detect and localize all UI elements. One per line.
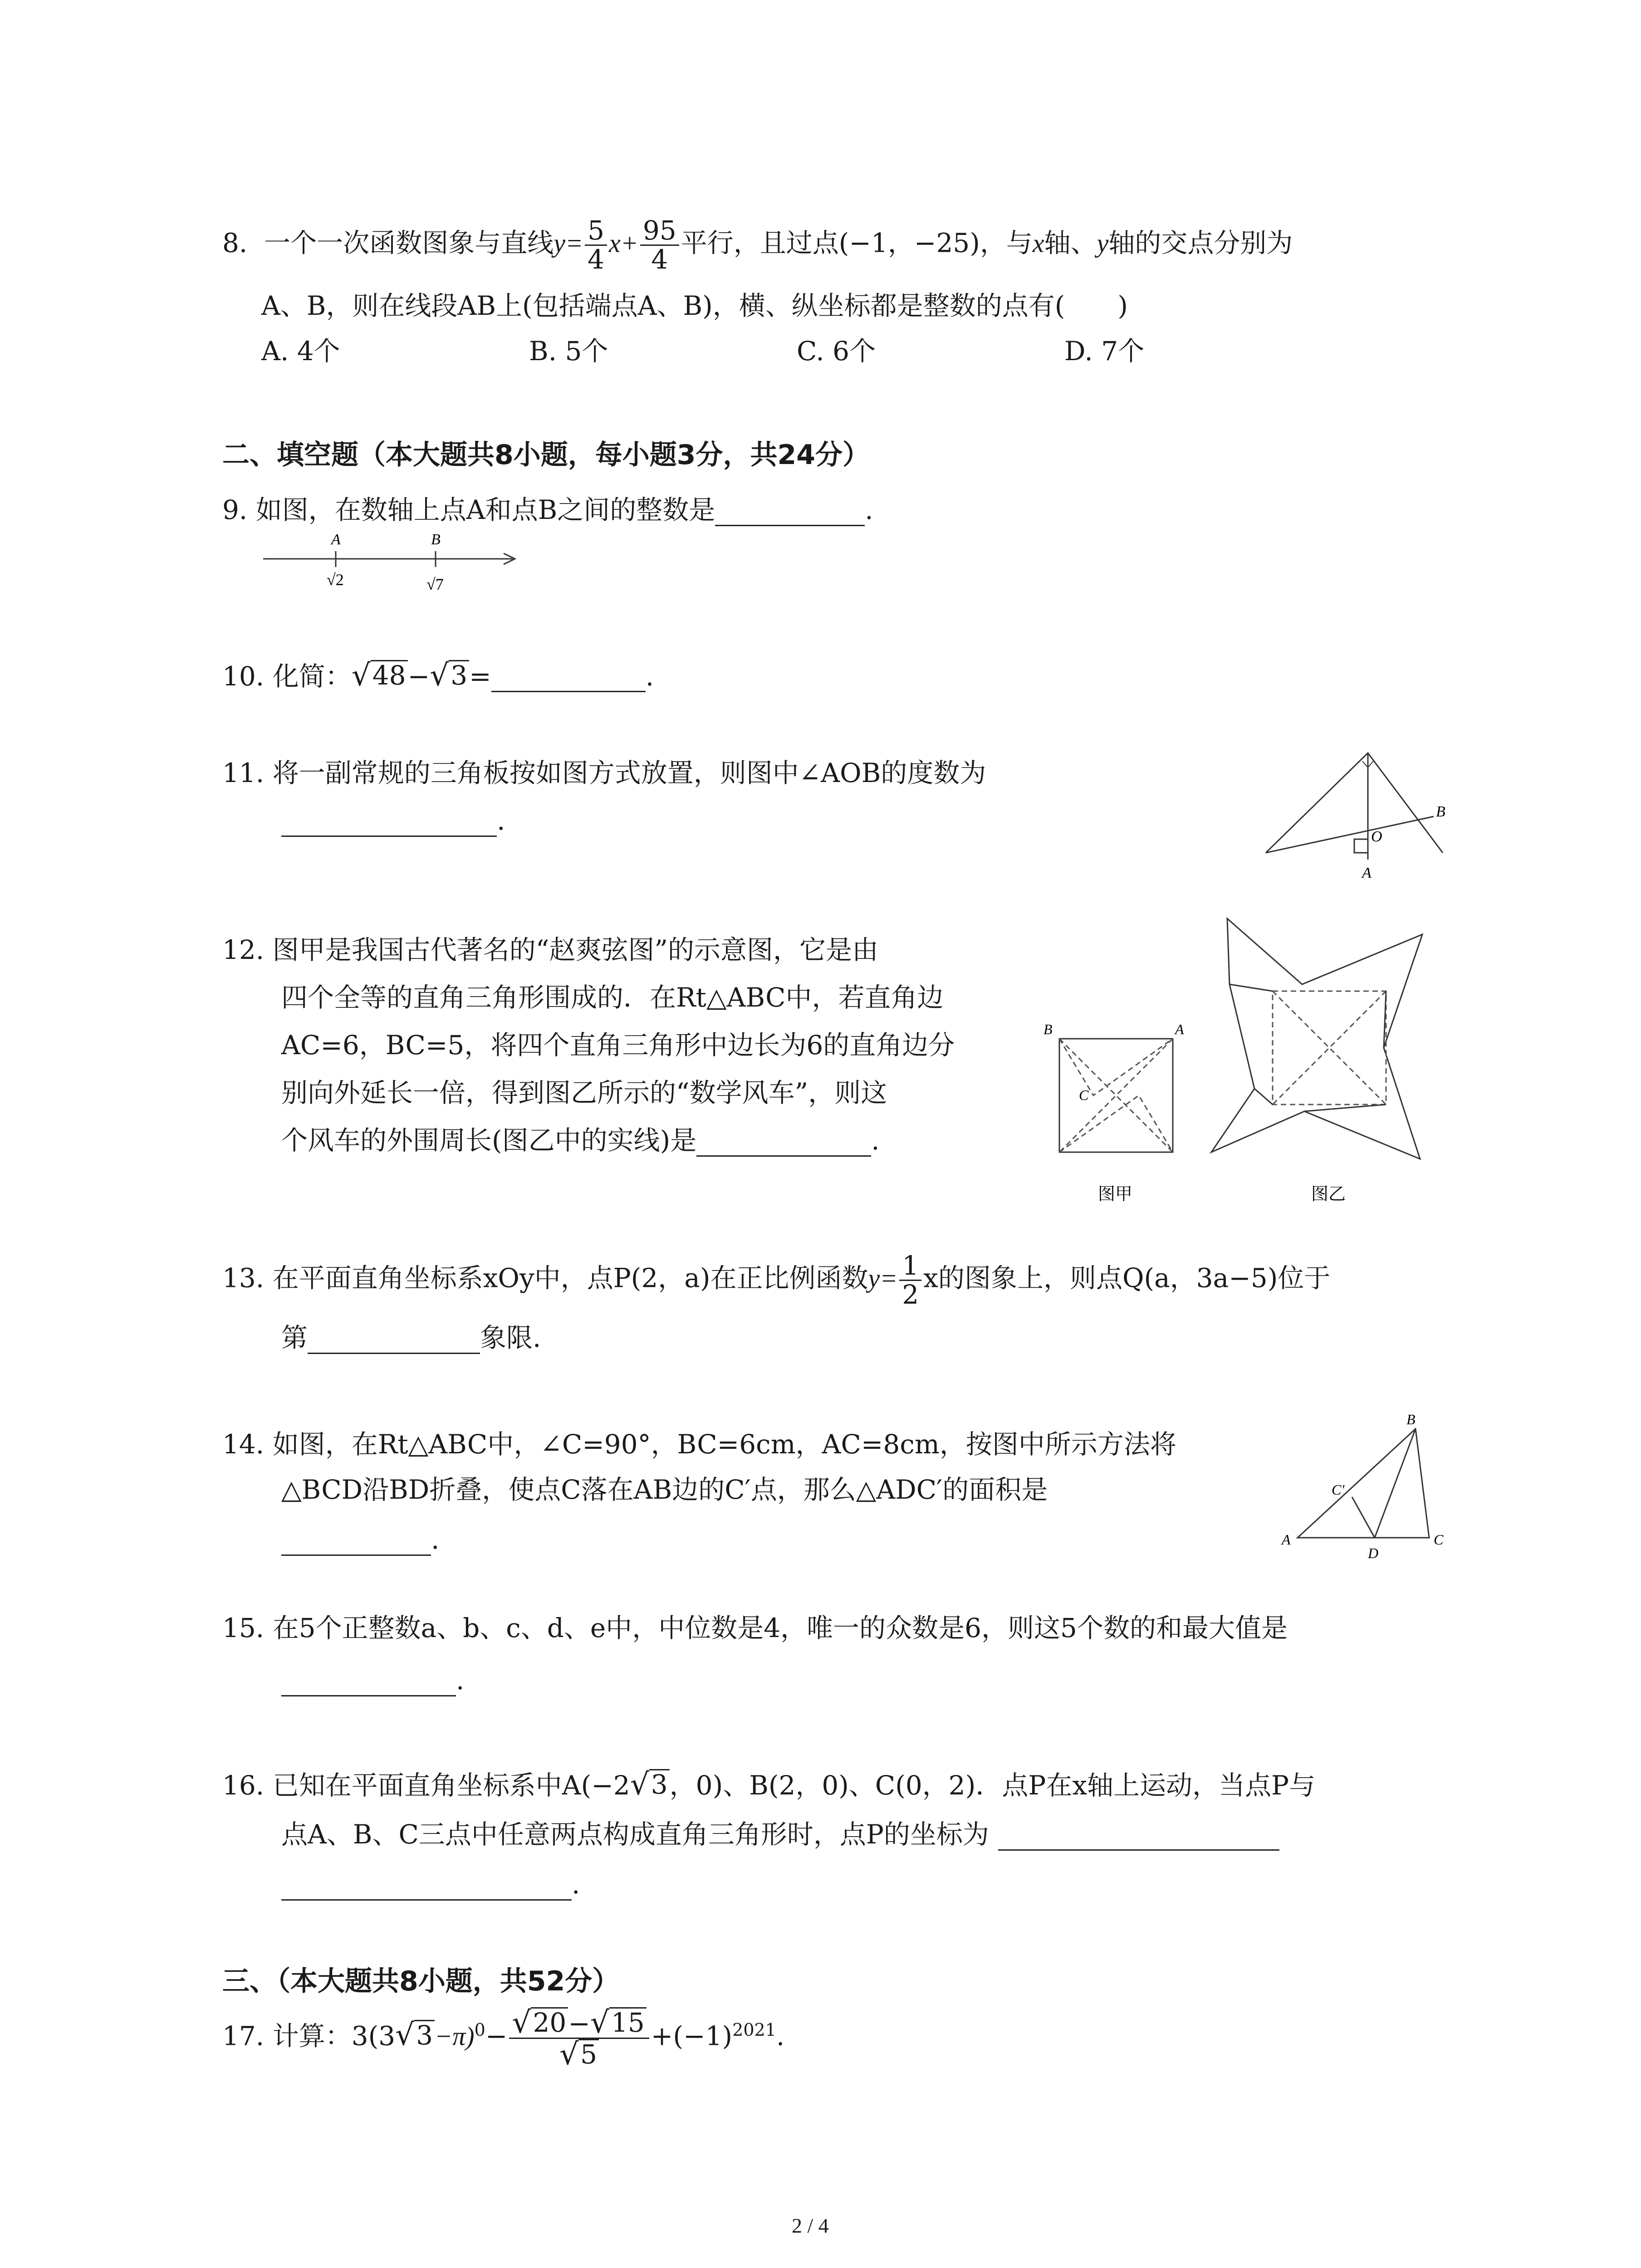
minus-sign: − bbox=[485, 2020, 508, 2052]
q16-number: 16. bbox=[222, 1769, 265, 1801]
label-b: B bbox=[1436, 803, 1445, 820]
radical bbox=[559, 2036, 599, 2072]
exponent: 0 bbox=[474, 2020, 485, 2040]
q10-text: 化简： bbox=[272, 660, 352, 692]
q13-text: 第 bbox=[281, 1322, 308, 1353]
q10-number: 10. bbox=[222, 660, 265, 692]
q14-number: 14. bbox=[222, 1429, 265, 1460]
q13-y: y= bbox=[868, 1263, 898, 1293]
q9-text: 如图，在数轴上点A和点B之间的整数是 bbox=[255, 494, 715, 525]
pinwheel-outline bbox=[1211, 919, 1422, 1159]
q17-line bbox=[222, 2004, 785, 2072]
q14-line2: △BCD沿BD折叠，使点C落在AB边的C′点，那么△ADC′的面积是 bbox=[281, 1474, 1048, 1505]
triangle-rulers-figure bbox=[1252, 744, 1456, 894]
q17-expr: −π) bbox=[435, 2021, 475, 2051]
q8-text: 一个一次函数图象与直线 bbox=[264, 227, 554, 259]
q9-number: 9. bbox=[222, 494, 248, 525]
q13-text: 象限. bbox=[480, 1322, 541, 1353]
answer-blank[interactable] bbox=[491, 667, 646, 692]
q17-number: 17. bbox=[222, 2020, 265, 2052]
value-b: √7 bbox=[426, 575, 444, 593]
q15-text: 在5个正整数a、b、c、d、e中，中位数是4，唯一的众数是6，则这5个数的和最大值是 bbox=[272, 1613, 1288, 1643]
answer-blank[interactable] bbox=[281, 812, 497, 837]
q8-x: x+ bbox=[609, 228, 638, 258]
q12-line5 bbox=[281, 1125, 880, 1157]
section-2-title: 二、填空题（本大题共8小题，每小题3分，共24分） bbox=[222, 439, 870, 471]
dashed-line bbox=[1059, 1095, 1173, 1152]
q8-text: 平行，且过点(−1，−25)，与 bbox=[681, 227, 1033, 259]
frac-num: 5 bbox=[585, 217, 607, 246]
radical bbox=[630, 1766, 670, 1802]
label-c: C bbox=[1434, 1531, 1444, 1548]
radical bbox=[395, 2017, 435, 2053]
q17-tail: . bbox=[776, 2020, 785, 2052]
q16-tail: . bbox=[572, 1869, 580, 1900]
answer-blank[interactable] bbox=[998, 1826, 1279, 1851]
label-a: A bbox=[331, 531, 341, 548]
q8-number: 8. bbox=[222, 227, 248, 259]
q11-tail: . bbox=[497, 805, 505, 836]
minus-sign: − bbox=[568, 2008, 590, 2039]
frac-den bbox=[557, 2036, 602, 2072]
q16-text: 已知在平面直角坐标系中A(−2 bbox=[272, 1769, 630, 1801]
q11-text: 将一副常规的三角板按如图方式放置，则图中∠AOB的度数为 bbox=[272, 758, 986, 788]
q11-line2 bbox=[281, 805, 505, 837]
sqrt-icon: √ bbox=[512, 2004, 531, 2040]
q16-text: ，0)、B(2，0)、C(0，2)．点P在x轴上运动，当点P与 bbox=[669, 1769, 1316, 1801]
section-3-title: 三、（本大题共8小题，共52分） bbox=[222, 1965, 620, 1997]
value-a: √2 bbox=[327, 571, 344, 589]
q12-line4: 别向外延长一倍，得到图乙所示的“数学风车”，则这 bbox=[281, 1077, 887, 1108]
segment-dc1 bbox=[1352, 1497, 1375, 1538]
answer-blank[interactable] bbox=[281, 1876, 572, 1901]
fold-triangle-figure bbox=[1279, 1411, 1461, 1560]
q17-fraction bbox=[509, 2004, 649, 2072]
q13-fraction bbox=[899, 1252, 921, 1309]
edge bbox=[1384, 991, 1386, 1048]
q16-text: 点A、B、C三点中任意两点构成直角三角形时，点P的坐标为 bbox=[281, 1819, 989, 1850]
q14-line3 bbox=[281, 1524, 439, 1556]
equals-sign: = bbox=[469, 660, 491, 692]
q8-y-axis: y bbox=[1097, 228, 1109, 258]
sqrt-icon: √ bbox=[430, 657, 449, 693]
frac-num: 95 bbox=[640, 217, 679, 246]
q13-line1 bbox=[222, 1252, 1330, 1309]
q16-line2 bbox=[281, 1819, 1279, 1851]
radicand: 5 bbox=[578, 2039, 599, 2069]
q10-tail: . bbox=[645, 660, 654, 692]
label-b: B bbox=[1406, 1411, 1416, 1427]
caption-jia: 图甲 bbox=[1098, 1184, 1133, 1204]
radical bbox=[430, 657, 469, 693]
q11-number: 11. bbox=[222, 758, 265, 788]
figure-jia bbox=[1043, 1021, 1184, 1152]
outer-triangle bbox=[1266, 753, 1443, 853]
q15-tail: . bbox=[456, 1665, 465, 1696]
q13-line2 bbox=[281, 1322, 541, 1354]
edge bbox=[1254, 1089, 1273, 1105]
q16-line1 bbox=[222, 1766, 1316, 1802]
frac-den: 4 bbox=[651, 244, 668, 275]
minus-sign: − bbox=[407, 660, 430, 692]
answer-blank[interactable] bbox=[308, 1329, 480, 1354]
edge bbox=[1230, 984, 1273, 991]
number-line-figure bbox=[259, 526, 531, 599]
sqrt-icon: √ bbox=[559, 2036, 579, 2072]
q14-tail: . bbox=[431, 1524, 440, 1555]
radical bbox=[590, 2004, 647, 2040]
q17-expr: 3(3 bbox=[351, 2020, 396, 2052]
q8-x-axis: x bbox=[1032, 228, 1044, 258]
exponent: 2021 bbox=[732, 2020, 776, 2040]
figure-yi bbox=[1211, 919, 1422, 1159]
q12-number: 12. bbox=[222, 934, 265, 965]
q8-options bbox=[261, 336, 1144, 367]
q12-tail: . bbox=[871, 1125, 880, 1156]
answer-blank[interactable] bbox=[281, 1672, 456, 1696]
label-d: D bbox=[1368, 1545, 1379, 1560]
q17-expr: +(−1) bbox=[651, 2020, 733, 2052]
radicand: 3 bbox=[414, 2020, 435, 2050]
label-c-prime: C′ bbox=[1332, 1481, 1345, 1498]
radical bbox=[351, 657, 408, 693]
q8-fraction-2 bbox=[640, 217, 679, 274]
q8-text: 轴的交点分别为 bbox=[1108, 227, 1293, 259]
q8-fraction-1 bbox=[585, 217, 607, 274]
frac-num bbox=[509, 2004, 649, 2040]
hypotenuse bbox=[1266, 816, 1434, 853]
q15-line2 bbox=[281, 1665, 464, 1696]
label-c: C bbox=[1079, 1087, 1089, 1103]
answer-blank[interactable] bbox=[281, 1531, 431, 1556]
page-number: 2 / 4 bbox=[792, 2214, 829, 2237]
q8-text: 轴、 bbox=[1044, 227, 1097, 259]
sqrt-icon: √ bbox=[351, 657, 371, 693]
q16-line3 bbox=[281, 1869, 580, 1901]
q11-line1 bbox=[222, 758, 986, 789]
q12-line2: 四个全等的直角三角形围成的．在Rt△ABC中，若直角边 bbox=[281, 982, 944, 1013]
radical bbox=[512, 2004, 568, 2040]
q15-line1 bbox=[222, 1613, 1288, 1644]
radicand: 48 bbox=[371, 660, 408, 690]
q8-option-a: A. 4个 bbox=[261, 336, 340, 367]
answer-blank[interactable] bbox=[715, 501, 865, 526]
frac-den: 2 bbox=[902, 1279, 919, 1310]
q9-line bbox=[222, 494, 873, 526]
q10-line bbox=[222, 657, 654, 693]
q14-text: 如图，在Rt△ABC中，∠C=90°，BC=6cm，AC=8cm，按图中所示方法将 bbox=[272, 1429, 1176, 1460]
q8-option-d: D. 7个 bbox=[1064, 336, 1145, 367]
edge bbox=[1304, 1105, 1386, 1111]
q13-number: 13. bbox=[222, 1262, 265, 1294]
radicand: 15 bbox=[609, 2007, 647, 2038]
label-o: O bbox=[1371, 828, 1382, 845]
q12-line1 bbox=[222, 934, 878, 966]
q12-text: 图甲是我国古代著名的“赵爽弦图”的示意图，它是由 bbox=[272, 934, 878, 965]
q12-line3: AC=6，BC=5，将四个直角三角形中边长为6的直角边分 bbox=[281, 1030, 955, 1061]
segment-bd bbox=[1375, 1429, 1416, 1538]
right-angle-mark bbox=[1354, 839, 1368, 853]
caption-yi: 图乙 bbox=[1311, 1184, 1346, 1204]
sqrt-icon: √ bbox=[630, 1766, 649, 1802]
q8-option-b: B. 5个 bbox=[529, 336, 608, 367]
q8-line1 bbox=[222, 217, 1293, 274]
sqrt-icon: √ bbox=[590, 2004, 609, 2040]
q8-line2: A、B，则在线段AB上(包括端点A、B)，横、纵坐标都是整数的点有( ) bbox=[261, 290, 1128, 321]
q13-text: 在平面直角坐标系xOy中，点P(2，a)在正比例函数 bbox=[272, 1262, 868, 1294]
q17-text: 计算： bbox=[272, 2020, 352, 2052]
q12-text: 个风车的外围周长(图乙中的实线)是 bbox=[281, 1125, 697, 1156]
q8-y: y= bbox=[554, 228, 583, 258]
sqrt-icon: √ bbox=[395, 2017, 415, 2053]
label-a: A bbox=[1362, 865, 1372, 881]
q8-option-c: C. 6个 bbox=[797, 336, 876, 367]
radicand: 20 bbox=[531, 2007, 568, 2038]
dashed-line bbox=[1059, 1039, 1173, 1095]
answer-blank[interactable] bbox=[696, 1132, 871, 1157]
label-a: A bbox=[1175, 1021, 1184, 1037]
radicand: 3 bbox=[649, 1769, 670, 1799]
pinwheel-figures bbox=[1039, 916, 1465, 1207]
radicand: 3 bbox=[449, 660, 469, 690]
label-b: B bbox=[1043, 1021, 1053, 1037]
frac-num: 1 bbox=[899, 1252, 921, 1281]
q13-text: x的图象上，则点Q(a，3a−5)位于 bbox=[923, 1262, 1331, 1294]
frac-den: 4 bbox=[588, 244, 605, 275]
label-a: A bbox=[1282, 1531, 1291, 1548]
q15-number: 15. bbox=[222, 1613, 265, 1643]
label-b: B bbox=[431, 531, 441, 548]
q14-line1 bbox=[222, 1429, 1176, 1461]
q9-tail: . bbox=[865, 494, 873, 525]
